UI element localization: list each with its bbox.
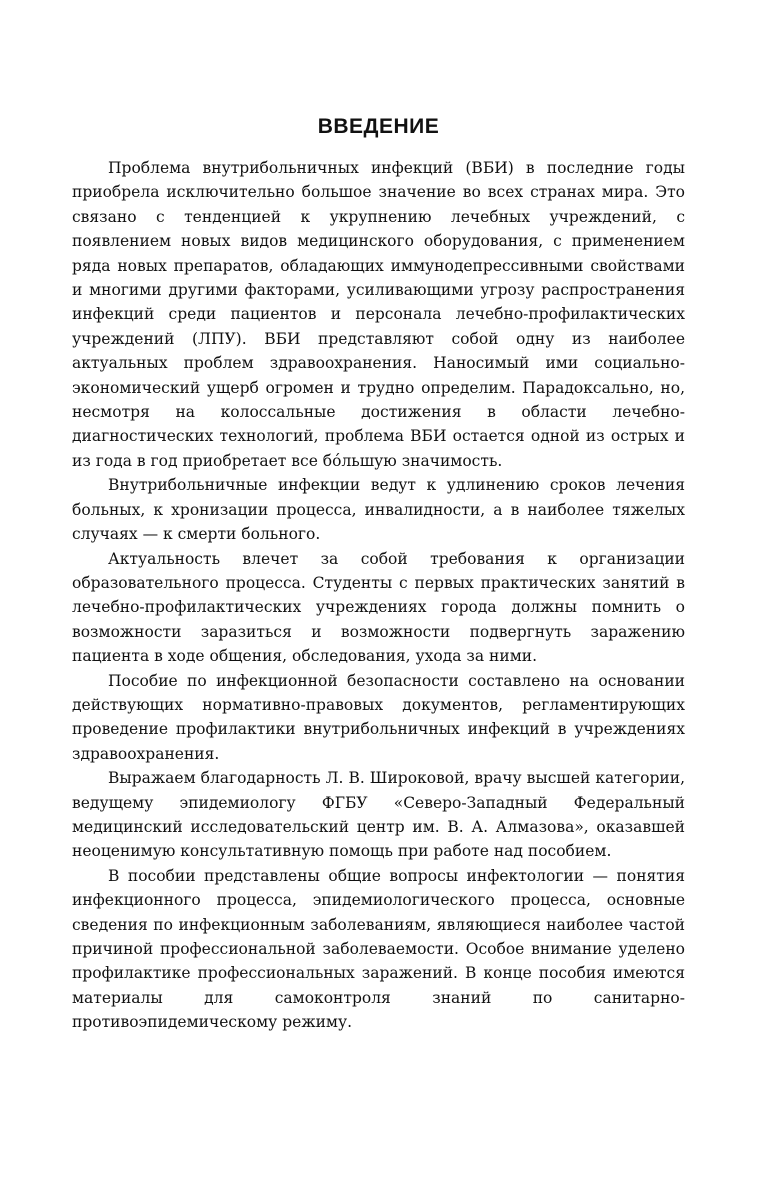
paragraph-4: Пособие по инфекционной безопасности составлено на основании действующих нормативно-правовых документов, регламентирующих проведение профилактики внутрибольничных инфекций в учреждениях здравоохранения. xyxy=(72,671,685,763)
page-title: ВВЕДЕНИЕ xyxy=(317,115,440,138)
paragraph-3: Актуальность влечет за собой требования к организации образовательного процесса. Студенты с первых практических занятий в лечебно-профилактических учреждениях города должны помнить о возможности заразиться и возможности подвергнуть заражению пациента в ходе общения, обследования, ухода за ними. xyxy=(72,549,685,666)
paragraph-5: Выражаем благодарность Л. В. Широковой, врачу высшей категории, ведущему эпидемиологу ФГБУ «Северо-Западный Федеральный медицинский исследовательский центр им. В. А. Алмазова», оказавшей неоценимую консультативную помощь при работе над пособием. xyxy=(72,769,685,861)
paragraph-6: В пособии представлены общие вопросы инфектологии — понятия инфекционного процесса, эпидемиологического процесса, основные сведения по инфекционным заболеваниям, являющиеся наиболее частой причиной профессиональной заболеваемости. Особое внимание уделено профилактике профессиональных заражений. В конце пособия имеются материалы для самоконтроля знаний по санитарно-противоэпидемическому режиму. xyxy=(72,866,685,1032)
paragraph-1: Проблема внутрибольничных инфекций (ВБИ) в последние годы приобрела исключительно большое значение во всех странах мира. Это связано с тенденцией к укрупнению лечебных учреждений, с появлением новых видов медицинского оборудования, с применением ряда новых препаратов, обладающих иммунодепрессивными свойствами и многими другими факторами, усиливающими угрозу распространения инфекций среди пациентов и персонала лечебно-профилактических учреждений (ЛПУ). ВБИ представляют собой одну из наиболее актуальных проблем здравоохранения. Наносимый ими социально-экономический ущерб огромен и трудно определим. Парадоксально, но, несмотря на колоссальные достижения в области лечебно-диагностических технологий, проблема ВБИ остается одной из острых и из года в год приобретает все бóльшую значимость. xyxy=(72,159,685,470)
paragraph-2: Внутрибольничные инфекции ведут к удлинению сроков лечения больных, к хронизации процесса, инвалидности, а в наиболее тяжелых случаях — к смерти больного. xyxy=(72,476,685,544)
body-text xyxy=(72,156,685,1035)
